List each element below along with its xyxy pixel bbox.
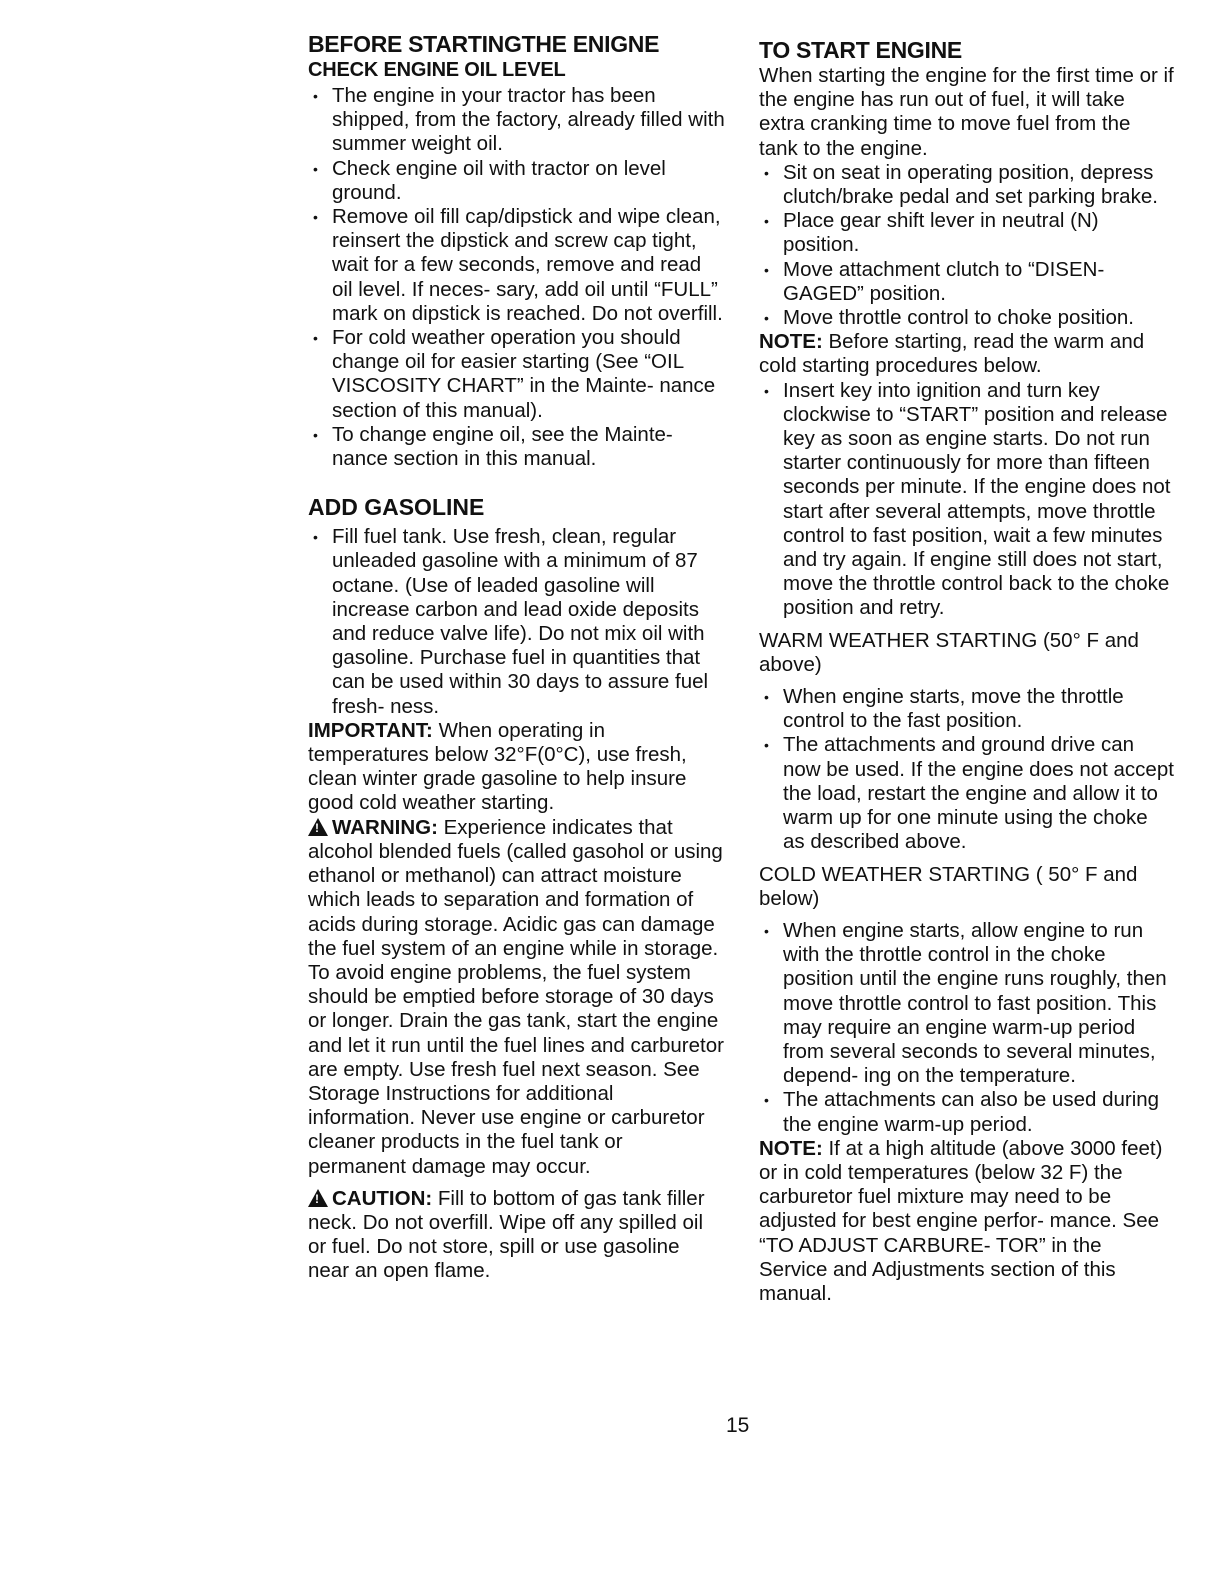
important-label: IMPORTANT: xyxy=(308,718,433,742)
caution-text: Fill to bottom of gas tank filler neck. Do not overfill. Wipe off any spilled oil or fuel. Do not store, spill or use gasoline near an open flame. xyxy=(308,1186,705,1283)
list-item: • Insert key into ignition and turn key clockwise to “START” position and release key as soon as engine starts. Do not run starter continuously for more than fifteen seconds per minute. If the engine does not start after several attempts, move throttle control to fast position, wait a few minutes and try again. If engine still does not start, move the throttle control back to the choke position and retry. xyxy=(759,379,1174,621)
list-item: • Move throttle control to choke position. xyxy=(759,306,1174,330)
subheading-check-oil: CHECK ENGINE OIL LEVEL xyxy=(308,59,566,81)
caution-icon xyxy=(308,1189,328,1207)
start-intro: When starting the engine for the first time or if the engine has run out of fuel, it will take extra cranking time to move fuel from the tank to the engine. xyxy=(759,64,1174,160)
oil-check-list xyxy=(308,84,726,471)
note-label: NOTE: xyxy=(759,330,823,354)
caution-label: CAUTION: xyxy=(332,1186,433,1210)
warning-label: WARNING: xyxy=(332,815,438,839)
warning-text: Experience indicates that alcohol blended fuels (called gasohol or using ethanol or methanol) can attract moisture which leads to separation and formation of acids during storage. Acidic gas can damage the fuel system of an engine while in storage. To avoid engine problems, the fuel system should be emptied before storage of 30 days or longer. Drain the gas tank, start the engine and let it run until the fuel lines and carburetor are empty. Use fresh fuel next season. See Storage Instructions for additional information. Never use engine or carburetor cleaner products in the fuel tank or permanent damage may occur. xyxy=(308,815,724,1178)
page-number: 15 xyxy=(726,1414,750,1437)
list-item: • Sit on seat in operating position, depress clutch/brake pedal and set parking brake. xyxy=(759,161,1174,209)
right-column xyxy=(759,30,1174,1306)
section-title-to-start-engine: TO START ENGINE xyxy=(759,37,962,63)
list-item: • Fill fuel tank. Use fresh, clean, regular unleaded gasoline with a minimum of 87 octane. (Use of leaded gasoline will increase carbon and lead oxide deposits and reduce valve life). Do not mix oil with gasoline. Purchase fuel in quantities that can be used within 30 days to assure fuel fresh- ness. xyxy=(308,525,726,719)
note-text: Before starting, read the warm and cold starting procedures below. xyxy=(759,330,1145,378)
list-item: • The engine in your tractor has been shipped, from the factory, already filled with summer weight oil. xyxy=(308,84,726,157)
cold-weather-heading: COLD WEATHER STARTING ( 50° F and below) xyxy=(759,862,1138,910)
important-paragraph xyxy=(308,719,726,816)
list-item: • For cold weather operation you should change oil for easier starting (See “OIL VISCOSITY CHART” in the Mainte- nance section of this manual). xyxy=(308,326,726,423)
left-column xyxy=(308,30,726,1284)
list-item: • Remove oil fill cap/dipstick and wipe clean, reinsert the dipstick and screw cap tight, wait for a few seconds, remove and read oil level. If neces- sary, add oil until “FULL” mark on dipstick is reached. Do not overfill. xyxy=(308,205,726,326)
list-item: • The attachments can also be used during the engine warm-up period. xyxy=(759,1088,1174,1136)
caution-paragraph xyxy=(308,1187,726,1284)
gasoline-list xyxy=(308,525,726,719)
list-item: • Place gear shift lever in neutral (N) position. xyxy=(759,209,1174,257)
warm-weather-list xyxy=(759,685,1174,854)
warning-paragraph xyxy=(308,816,726,1179)
cold-weather-list xyxy=(759,919,1174,1137)
important-text: When operating in temperatures below 32°F(0°C), use fresh, clean winter grade gasoline to help insure good cold weather starting. xyxy=(308,718,687,815)
note-before-starting xyxy=(759,330,1174,378)
list-item: • To change engine oil, see the Mainte- nance section in this manual. xyxy=(308,423,726,471)
list-item: • When engine starts, move the throttle control to the fast position. xyxy=(759,685,1174,733)
note-text: If at a high altitude (above 3000 feet) or in cold temperatures (below 32 F) the carburetor fuel mixture may need to be adjusted for best engine perfor- mance. See “TO ADJUST CARBURE- TOR” in the Service and Adjustments section of this manual. xyxy=(759,1136,1163,1305)
list-item: • The attachments and ground drive can now be used. If the engine does not accept the load, restart the engine and allow it to warm up for one minute using the choke as described above. xyxy=(759,733,1174,854)
ignition-list xyxy=(759,379,1174,621)
section-title-add-gasoline: ADD GASOLINE xyxy=(308,494,485,521)
list-item: • Check engine oil with tractor on level ground. xyxy=(308,157,726,205)
warning-icon xyxy=(308,818,328,836)
section-title-before-starting: BEFORE STARTINGTHE ENIGNE xyxy=(308,31,660,57)
note-label: NOTE: xyxy=(759,1136,823,1160)
note-altitude xyxy=(759,1137,1174,1306)
warm-weather-heading: WARM WEATHER STARTING (50° F and above) xyxy=(759,628,1139,676)
start-steps-list xyxy=(759,161,1174,330)
list-item: • When engine starts, allow engine to run with the throttle control in the choke position until the engine runs roughly, then move throttle control to fast position. This may require an engine warm-up period from several seconds to several minutes, depend- ing on the temperature. xyxy=(759,919,1174,1088)
list-item: • Move attachment clutch to “DISEN- GAGED” position. xyxy=(759,258,1174,306)
